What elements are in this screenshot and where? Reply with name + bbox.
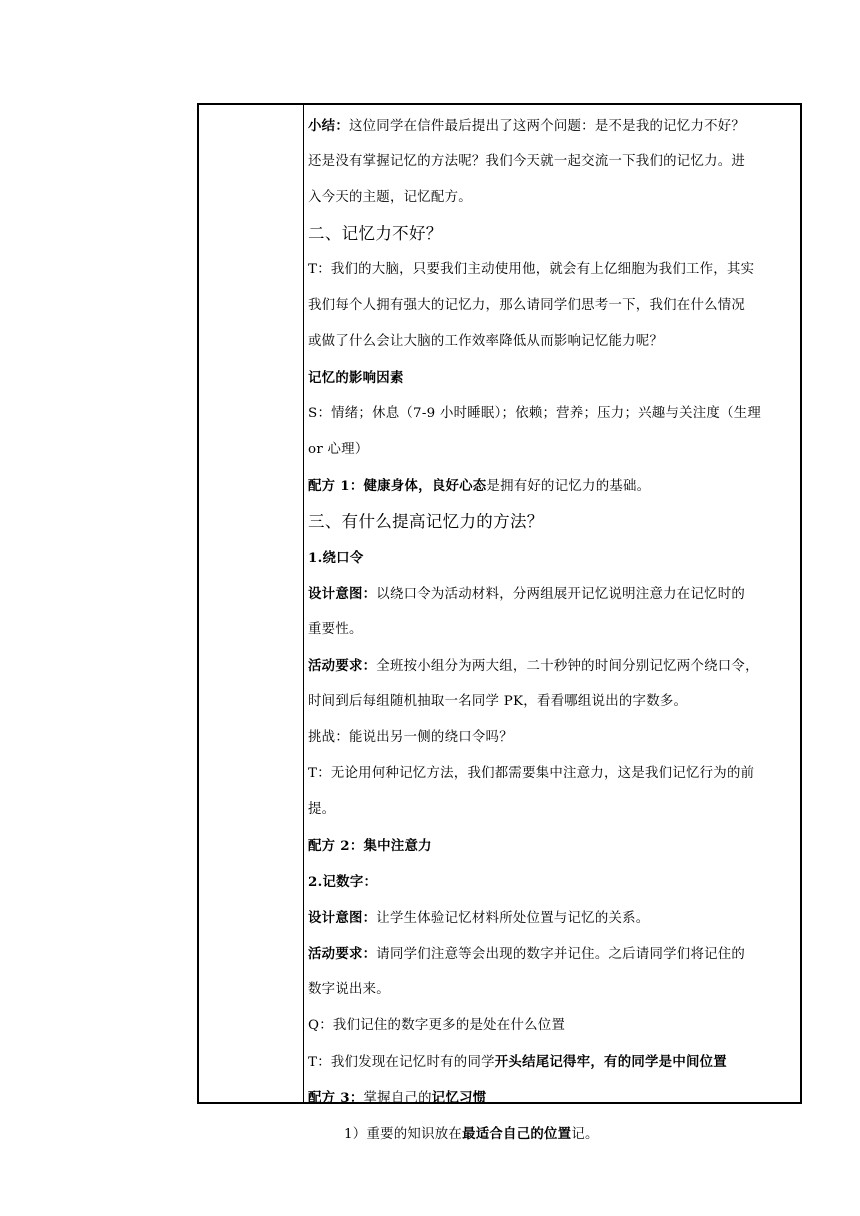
bold-text: 配方 1：健康身体，良好心态 xyxy=(308,478,487,494)
bold-text: 配方 3： xyxy=(308,1090,364,1106)
text-line xyxy=(308,189,796,225)
line-text: 1）重要的知识放在 xyxy=(344,1127,463,1142)
line-text: 全班按小组分为两大组，二十秒钟的时间分别记忆两个绕口令， xyxy=(376,659,759,674)
text-line xyxy=(308,117,796,153)
text-line xyxy=(308,873,796,909)
text-line xyxy=(308,441,796,477)
line-text: 数字说出来。 xyxy=(308,982,390,997)
text-line xyxy=(308,621,796,657)
text-line xyxy=(308,945,796,981)
line-text: 重要性。 xyxy=(308,622,363,637)
bold-text: 2.记数字： xyxy=(308,874,378,890)
line-text: 入今天的主题，记忆配方。 xyxy=(308,190,472,205)
line-text: or 心理） xyxy=(308,442,369,457)
text-line xyxy=(308,153,796,189)
line-text: 是拥有好的记忆力的基础。 xyxy=(486,479,651,494)
line-text: 请同学们注意等会出现的数字并记住。之后请同学们将记住的 xyxy=(376,947,746,962)
bold-text: 记忆的影响因素 xyxy=(308,370,404,386)
text-line xyxy=(308,657,796,693)
text-line xyxy=(308,1089,796,1125)
table-left-column xyxy=(199,105,304,1102)
text-line xyxy=(308,585,796,621)
line-text: 我们每个人拥有强大的记忆力，那么请同学们思考一下，我们在什么情况 xyxy=(308,298,746,313)
bold-text: 最适合自己的位置 xyxy=(462,1126,572,1142)
line-text: 提。 xyxy=(308,802,336,817)
text-line xyxy=(308,297,796,333)
line-text: Q：我们记住的数字更多的是处在什么位置 xyxy=(308,1018,566,1033)
text-line xyxy=(308,549,796,585)
bold-text: 记忆习惯 xyxy=(431,1090,487,1106)
line-text: 挑战：能说出另一侧的绕口令吗？ xyxy=(308,730,513,745)
text-line xyxy=(308,909,796,945)
text-line xyxy=(308,837,796,873)
line-text: 这位同学在信件最后提出了这两个问题：是不是我的记忆力不好？ xyxy=(348,119,746,134)
line-text: 时间到后每组随机抽取一名同学 PK，看看哪组说出的字数多。 xyxy=(308,694,688,709)
bold-text: 1.绕口令 xyxy=(308,550,364,566)
heading-text: 二、记忆力不好？ xyxy=(308,225,443,243)
table-content-cell xyxy=(308,117,796,1161)
line-text: 让学生体验记忆材料所处位置与记忆的关系。 xyxy=(376,911,650,926)
bold-text: 设计意图： xyxy=(308,586,377,602)
bold-text: 设计意图： xyxy=(308,910,377,926)
line-text: 还是没有掌握记忆的方法呢？我们今天就一起交流一下我们的记忆力。进 xyxy=(308,154,746,169)
section-heading xyxy=(308,513,796,549)
text-line xyxy=(308,369,796,405)
text-line xyxy=(308,405,796,441)
bold-text: 配方 2：集中注意力 xyxy=(308,838,432,854)
line-text: 或做了什么会让大脑的工作效率降低从而影响记忆能力呢？ xyxy=(308,334,664,349)
text-line xyxy=(308,333,796,369)
line-text: T：我们发现在记忆时有的同学 xyxy=(308,1055,495,1070)
bold-text: 活动要求： xyxy=(308,658,377,674)
line-text: T：无论用何种记忆方法，我们都需要集中注意力，这是我们记忆行为的前 xyxy=(308,766,755,781)
text-line xyxy=(308,261,796,297)
lesson-table xyxy=(197,103,802,1142)
text-line xyxy=(308,765,796,801)
bold-text: 开头结尾记得牢，有的同学是中间位置 xyxy=(494,1054,727,1070)
text-line xyxy=(308,1017,796,1053)
text-line xyxy=(308,1125,796,1161)
text-line xyxy=(308,981,796,1017)
text-line xyxy=(308,801,796,837)
text-line xyxy=(308,693,796,729)
line-text: 记。 xyxy=(571,1127,599,1142)
section-heading xyxy=(308,225,796,261)
line-text: S：情绪；休息（7-9 小时睡眠）；依赖；营养；压力；兴趣与关注度（生理 xyxy=(308,406,762,421)
line-text: T：我们的大脑，只要我们主动使用他，就会有上亿细胞为我们工作，其实 xyxy=(308,262,755,277)
bold-text: 小结： xyxy=(308,118,349,134)
text-line xyxy=(308,477,796,513)
line-text: 掌握自己的 xyxy=(363,1091,432,1106)
text-line xyxy=(308,729,796,765)
heading-text: 三、有什么提高记忆力的方法？ xyxy=(308,513,544,531)
line-text: 以绕口令为活动材料，分两组展开记忆说明注意力在记忆时的 xyxy=(376,587,746,602)
text-line xyxy=(308,1053,796,1089)
bold-text: 活动要求： xyxy=(308,946,377,962)
